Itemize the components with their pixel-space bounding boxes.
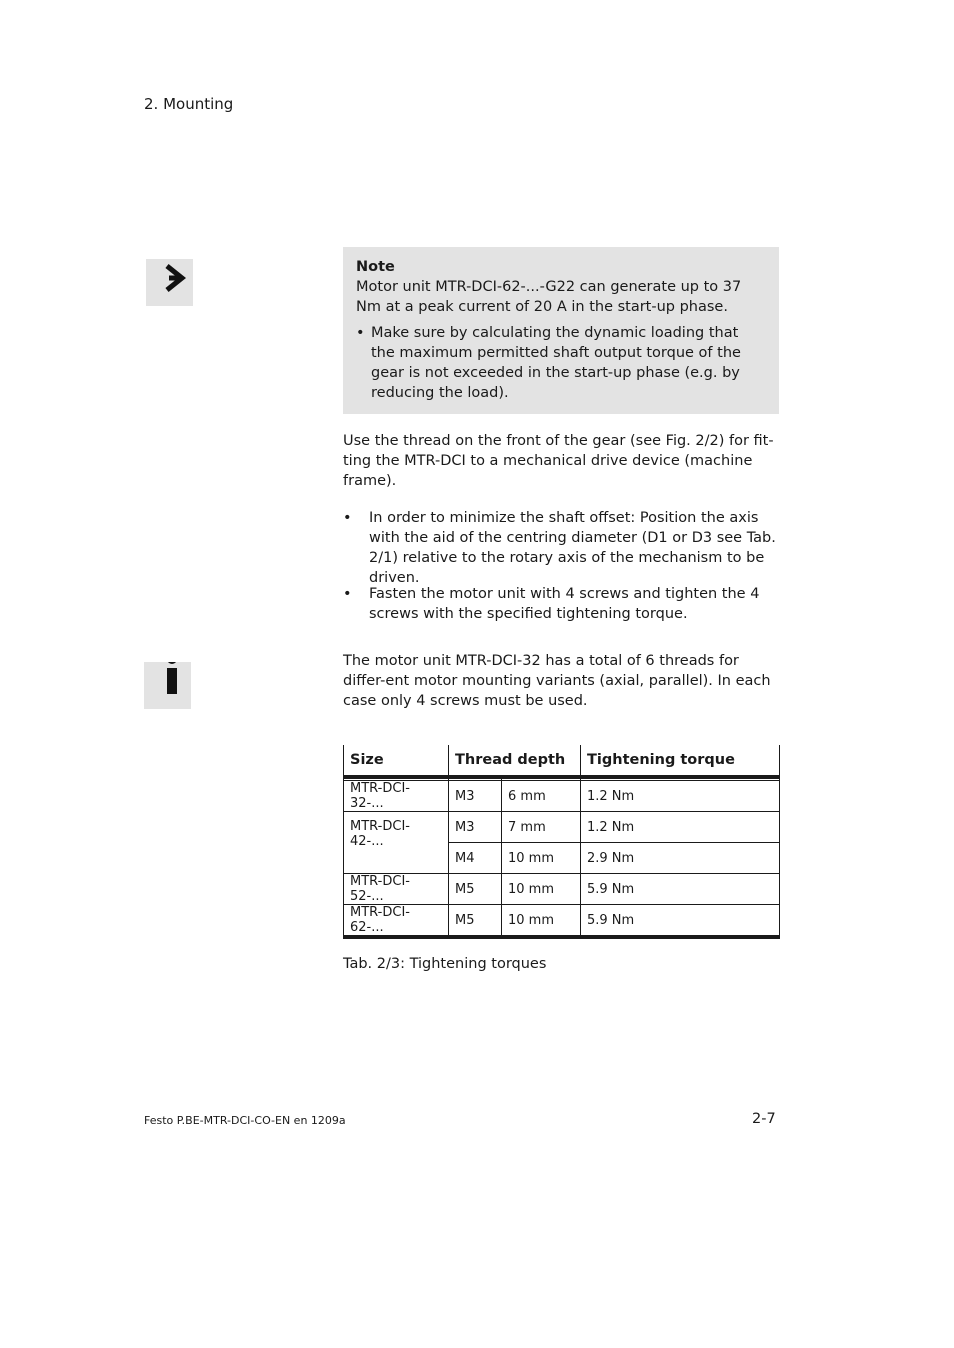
table-row (344, 874, 780, 905)
cell-torque: 1.2 Nm (581, 812, 780, 843)
cell-depth: 10 mm (502, 843, 581, 874)
cell-size: MTR-DCI-52-... (344, 874, 449, 905)
cell-thread: M5 (449, 905, 502, 938)
table-row (344, 905, 780, 938)
list-item-text: Fasten the motor unit with 4 screws and tighten the 4 screws with the specified tightening torque. (369, 586, 760, 622)
table-caption: Tab. 2/3: Tightening torques (343, 956, 547, 972)
footer-document-id: Festo P.BE-MTR-DCI-CO-EN en 1209a (144, 1114, 346, 1127)
table-row (344, 781, 780, 812)
note-bullet (356, 323, 766, 403)
cell-size: MTR-DCI-62-... (344, 905, 449, 938)
page-number: 2-7 (752, 1111, 776, 1127)
torque-table (343, 745, 780, 939)
cell-size: MTR-DCI-32-... (344, 781, 449, 812)
list-item (343, 584, 783, 624)
table-header-row (344, 745, 780, 777)
note-box (343, 247, 779, 414)
column-header-torque: Tightening torque (581, 745, 780, 777)
cell-thread: M4 (449, 843, 502, 874)
arrow-right-icon (146, 259, 193, 306)
list-item-text: In order to minimize the shaft offset: Position the axis with the aid of the centring diameter (D1 or D3 see Tab. 2/1) relative to the rotary axis of the mechanism to be driven. (369, 510, 776, 586)
cell-torque: 5.9 Nm (581, 905, 780, 938)
cell-thread: M3 (449, 812, 502, 843)
column-header-size: Size (344, 745, 449, 777)
note-bullet-text: Make sure by calculating the dynamic loading that the maximum permitted shaft output torque of the gear is not exceeded in the start-up phase (e.g. by reducing the load). (371, 325, 741, 401)
cell-depth: 7 mm (502, 812, 581, 843)
note-title: Note (356, 259, 395, 275)
cell-thread: M5 (449, 874, 502, 905)
cell-torque: 5.9 Nm (581, 874, 780, 905)
list-item (343, 508, 783, 588)
info-icon (144, 662, 191, 709)
cell-thread: M3 (449, 781, 502, 812)
cell-torque: 1.2 Nm (581, 781, 780, 812)
bullet-dot: • (356, 325, 365, 341)
info-paragraph: The motor unit MTR-DCI-32 has a total of 6 threads for differ-ent motor mounting variants (axial, parallel). In each case only 4 screws must be used. (343, 653, 771, 709)
cell-depth: 6 mm (502, 781, 581, 812)
column-header-thread-depth: Thread depth (449, 745, 581, 777)
table-row (344, 812, 780, 843)
bullet-dot: • (343, 510, 352, 526)
cell-depth: 10 mm (502, 905, 581, 938)
bullet-dot: • (343, 586, 352, 602)
section-header: 2. Mounting (144, 95, 234, 113)
intro-paragraph: Use the thread on the front of the gear (see Fig. 2/2) for fit-ting the MTR-DCI to a mechanical drive device (machine frame). (343, 433, 774, 489)
note-text: Motor unit MTR-DCI-62-...-G22 can generate up to 37 Nm at a peak current of 20 A in the start-up phase. (356, 279, 742, 315)
cell-size: MTR-DCI-42-... (344, 812, 449, 874)
cell-depth: 10 mm (502, 874, 581, 905)
cell-torque: 2.9 Nm (581, 843, 780, 874)
